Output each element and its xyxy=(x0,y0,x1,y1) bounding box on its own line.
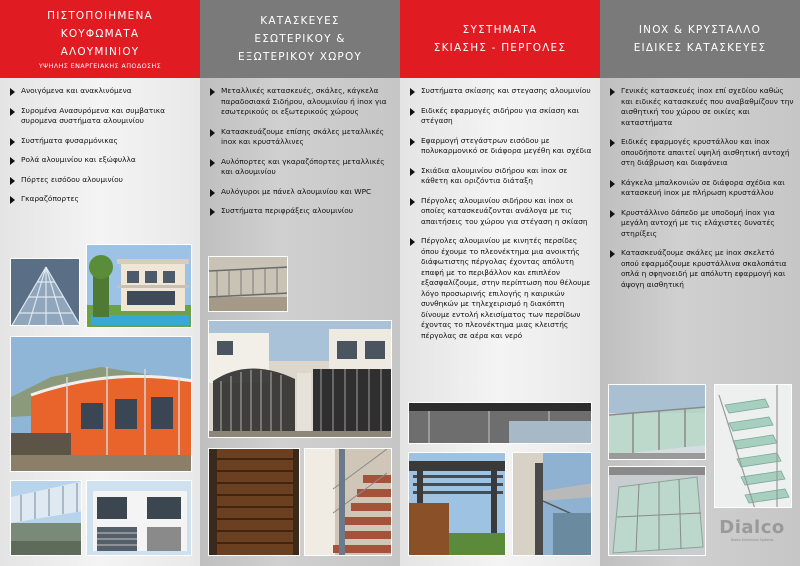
bullet-icon xyxy=(410,88,415,96)
photo-glass-staircase xyxy=(714,384,792,508)
bullet-icon xyxy=(210,189,215,197)
list-item: Σκιάδια αλουμινίου σιδήρου και inox σε κάθετη και οριζόντια διάταξη xyxy=(410,166,594,187)
feature-list xyxy=(210,86,394,226)
bullet-icon xyxy=(610,88,615,96)
photo-iron-gate xyxy=(208,320,392,438)
photo-modern-building xyxy=(10,336,192,472)
bullet-icon xyxy=(210,88,215,96)
bullet-icon xyxy=(10,157,15,165)
list-item: Συστήματα σκίασης και στεγασης αλουμινίου xyxy=(410,86,594,97)
list-item: Ειδικές εφαρμογές σιδήρου για σκίαση και στέγαση xyxy=(410,106,594,127)
bullet-icon xyxy=(410,238,415,246)
panel-header xyxy=(600,0,800,78)
list-item: Ρολά αλουμινίου και εξώφυλλα xyxy=(10,155,194,166)
photo-white-house xyxy=(86,480,192,556)
list-item: Αυλόπορτες και γκαραζόπορτες μεταλλικές και αλουμινίου xyxy=(210,157,394,178)
list-item: Συστήματα περιφράξεις αλουμινίου xyxy=(210,206,394,217)
photo-glass-roof xyxy=(10,480,82,556)
panel-inox-glass xyxy=(600,0,800,566)
list-item: Εφαρμογή στεγάστρων εισόδου με πολυκαρμονικό σε διάφορα μεγέθη και σχέδια xyxy=(410,136,594,157)
photo-metal-railing xyxy=(208,256,288,312)
bullet-icon xyxy=(410,138,415,146)
panel-title-line: ΚΟΥΦΩΜΑΤΑ xyxy=(60,28,140,40)
list-item: Κατασκευάζουμε επίσης σκάλες μεταλλικές inox και κρυστάλλινες xyxy=(210,127,394,148)
list-item: Αυλόγυροι με πάνελ αλουμινίου και WPC xyxy=(210,187,394,198)
list-item: Ειδικές εφαρμογές κρυστάλλου και inox οπουδήποτε απαιτεί υψηλή αισθητική αντοχή στη διάβρωση και διαφάνεια xyxy=(610,137,794,169)
photo-pergola-louvers xyxy=(408,402,592,444)
bullet-icon xyxy=(10,196,15,204)
bullet-icon xyxy=(210,208,215,216)
bullet-icon xyxy=(410,198,415,206)
bullet-icon xyxy=(610,210,615,218)
company-logo xyxy=(712,517,792,557)
panel-aluminium-frames xyxy=(0,0,200,566)
logo-tagline: Dialco Aluminium Systems xyxy=(730,538,774,542)
photo-outdoor-stairs xyxy=(304,448,392,556)
panel-header xyxy=(400,0,600,78)
photo-glass-floor xyxy=(608,466,706,556)
photo-glass-railing xyxy=(608,384,706,460)
panel-title-line: ΕΞΩΤΕΡΙΚΟΥ ΧΩΡΟΥ xyxy=(237,51,363,63)
panel-title-line: INOX & ΚΡΥΣΤΑΛΛΟ xyxy=(638,24,762,36)
list-item: Γκαραζόπορτες xyxy=(10,194,194,205)
panel-interior-exterior xyxy=(200,0,400,566)
panel-title-line: ΠΙΣΤΟΠΟΙΗΜΕΝΑ xyxy=(47,10,153,22)
panel-title-line: ΣΚΙΑΣΗΣ - ΠΕΡΓΟΛΕΣ xyxy=(433,42,567,54)
list-item: Πέργολες αλουμινίου σιδήρου και inox οι οποίες κατασκευάζονται ανάλογα με τις απαιτήσεις του χώρου για στέγαση η σκίαση xyxy=(410,196,594,228)
feature-list xyxy=(610,86,794,299)
panel-title-line: ΣΥΣΤΗΜΑΤΑ xyxy=(462,24,538,36)
panel-subtitle: ΥΨΗΛΗΣ ΕΝΑΡΓΕΙΑΚΗΣ ΑΠΟΔΟΣΗΣ xyxy=(38,62,162,70)
photo-pergola-structure xyxy=(408,452,506,556)
bullet-icon xyxy=(10,88,15,96)
bullet-icon xyxy=(10,177,15,185)
list-item: Κατασκευάζουμε σκάλες με inox σκελετό οπού εφαρμόζουμε κρυστάλλινα σκαλοπάτια οπλά η σφηνοειδή με απόλυτη εφαρμογή και άψογη αισθητική xyxy=(610,248,794,290)
bullet-icon xyxy=(610,139,615,147)
bullet-icon xyxy=(10,138,15,146)
logo-wordmark: Dialco xyxy=(719,517,785,538)
panel-title-line: ΑΛΟΥΜΙΝΙΟΥ xyxy=(60,46,140,58)
panel-title-line: ΕΙΔΙΚΕΣ ΚΑΤΑΣΚΕΥΕΣ xyxy=(633,42,767,54)
panel-title-line: ΚΑΤΑΣΚΕΥΕΣ xyxy=(260,15,340,27)
list-item: Κάγκελα μπαλκονιών σε διάφορα σχέδια και κατασκευή inox με πλήρωση κρυστάλλου xyxy=(610,178,794,199)
bullet-icon xyxy=(10,108,15,116)
bullet-icon xyxy=(410,108,415,116)
feature-list xyxy=(410,86,594,350)
bullet-icon xyxy=(210,129,215,137)
panel-shading-pergolas xyxy=(400,0,600,566)
panel-header xyxy=(200,0,400,78)
feature-list xyxy=(10,86,194,214)
list-item: Κρυστάλλινο δάπεδο με υποδομή inox για μεγάλη αντοχή με τις ελάχιστες δυνατές στηρίξεις xyxy=(610,208,794,240)
bullet-icon xyxy=(610,180,615,188)
bullet-icon xyxy=(610,250,615,258)
list-item: Ανοιγόμενα και ανακλινόμενα xyxy=(10,86,194,97)
panel-header xyxy=(0,0,200,78)
photo-entrance-canopy xyxy=(512,452,592,556)
bullet-icon xyxy=(410,168,415,176)
list-item: Μεταλλικές κατασκευές, σκάλες, κάγκελα παραδοσιακά Σιδήρου, αλουμινίου ή inox για εσωτερικούς οι εξωτερικούς χώρους xyxy=(210,86,394,118)
panel-title-line: ΕΣΩΤΕΡΙΚΟΥ & xyxy=(254,33,346,45)
list-item: Συστήματα φυσαρμόνικας xyxy=(10,136,194,147)
bullet-icon xyxy=(210,159,215,167)
photo-villa-pool xyxy=(86,244,192,328)
list-item: Πέργολες αλουμινίου με κινητές περσίδες όπου έχουμε το πλεονέκτημα μια ανοικτής διάφωτιστης πέργολας έχοντας απόλυτη επαφή με το περιβάλλον και επιπλέον εξασφαλίζουμε, στην περίπτωση που θέλουμε λόγο προσωρινής επιλογής η καιρικών συνθηκών με τηλεχειρισμό η διακόπτη δίνουμε εντολή κλεισίματος των περσίδων έχοντας το πλεονέκτημα μιας κλειστής πέργολας σε αέρα και νερό xyxy=(410,236,594,341)
list-item: Γενικές κατασκευές inox επί σχεδίου καθώς και ειδικές κατασκευές που αναβαθμίζουν την αισθητική του χώρου σε οικίες και καταστήματα xyxy=(610,86,794,128)
photo-glass-skylight xyxy=(10,258,80,326)
list-item: Συρομένα Ανασυρόμενα και συμβατικα συρομενα συστήματα αλουμινίου xyxy=(10,106,194,127)
list-item: Πόρτες εισόδου αλουμινίου xyxy=(10,175,194,186)
photo-wooden-garage-door xyxy=(208,448,300,556)
